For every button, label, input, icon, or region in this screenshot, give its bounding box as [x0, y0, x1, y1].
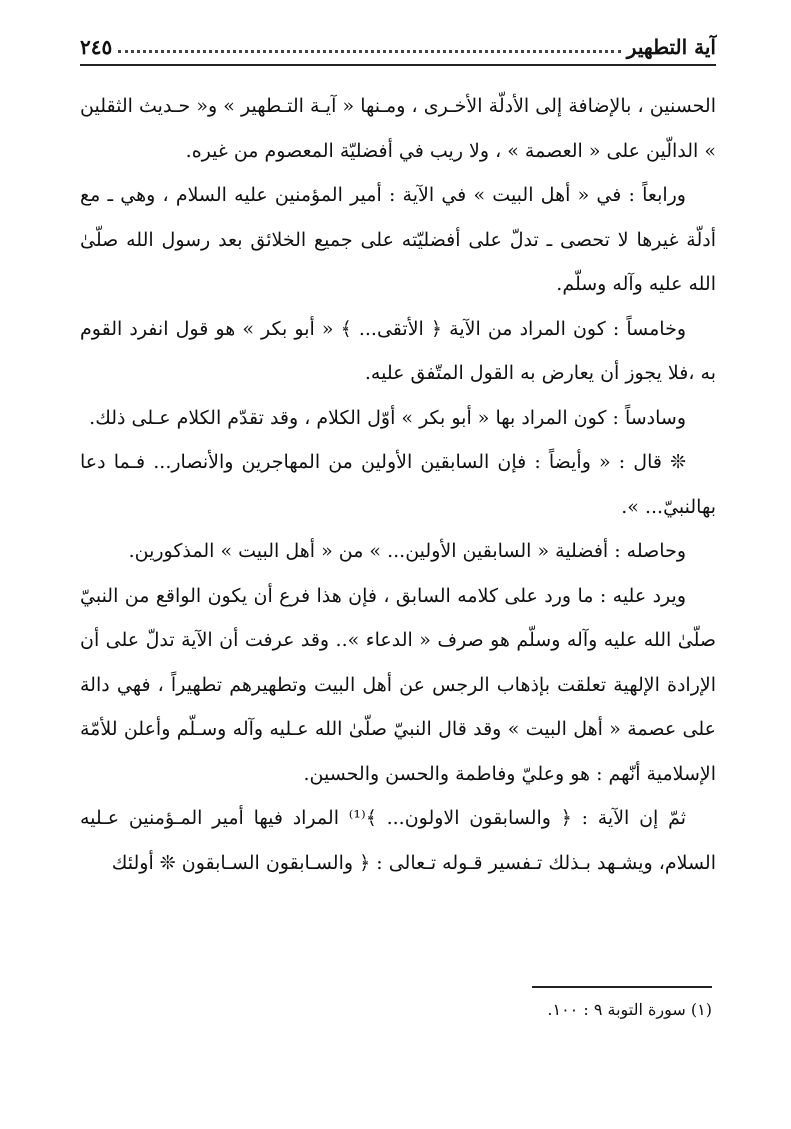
running-title: آية التطهير	[626, 35, 716, 59]
paragraph: ويرد عليه : ما ورد على كلامه السابق ، فإن هذا فرع أن يكون الواقع من النبيّ صلّىٰ الله عليه وآله وسلّم هو صرف « الدعاء ».. وقد عرفت أن الآية تدلّ على أن الإرادة الإلهية تعلقت بإذهاب الرجس عن أهل البيت وتطهيرهم تطهيراً ، فهي دالة على عصمة « أهل البيت » وقد قال النبيّ صلّىٰ الله عـليه وآله وسـلّم وأعلن للأمّة الإسلامية أنّهم : هو وعليّ وفاطمة والحسن والحسين.	[80, 584, 716, 785]
paragraph: ثمّ إن الآية : ﴿ والسابقون الاولون... ﴾⁽¹⁾ المراد فيها أمير المـؤمنين عـليه السلام، ويشـهد بـذلك تـفسير قـوله تـعالى : ﴿ والسـابقون السـابقون ❊ أولئك	[80, 807, 716, 874]
paragraph: الحسنين ، بالإضافة إلى الأدلّة الأخـرى ، ومـنها « آيـة التـطهير » و« حـديث الثقلين » الدالّين على « العصمة » ، ولا ريب في أفضليّة المعصوم من غيره.	[80, 95, 716, 162]
paragraph: وسادساً : كون المراد بها « أبو بكر » أوّل الكلام ، وقد تقدّم الكلام عـلى ذلك.	[89, 406, 686, 429]
footnote: (١) سورة التوبة ٩ : ١٠٠.	[547, 1000, 712, 1019]
header-dot-leader	[118, 50, 621, 53]
paragraph: وخامساً : كون المراد من الآية ﴿ الأتقى... ﴾ « أبو بكر » هو قول انفرد القوم به ،فلا يجوز أن يعارض به القول المتّفق عليه.	[80, 317, 716, 384]
footnote-rule	[532, 986, 712, 988]
paragraph: ورابعاً : في « أهل البيت » في الآية : أمير المؤمنين عليه السلام ، وهي ـ مع أدلّة غيرها لا تحصى ـ تدلّ على أفضليّته على جميع الخلائق بعد رسول الله صلّىٰ الله عليه وآله وسلّم.	[80, 184, 716, 295]
main-text	[80, 84, 716, 885]
paragraph: وحاصله : أفضلية « السابقين الأولين... » من « أهل البيت » المذكورين.	[128, 540, 686, 562]
paragraph: ❊ قال : « وأيضاً : فإن السابقين الأولين من المهاجرين والأنصار... فـما دعا بهالنبيّ... ».	[80, 451, 716, 518]
page-number: ٢٤٥	[80, 35, 113, 59]
running-header	[80, 30, 716, 66]
